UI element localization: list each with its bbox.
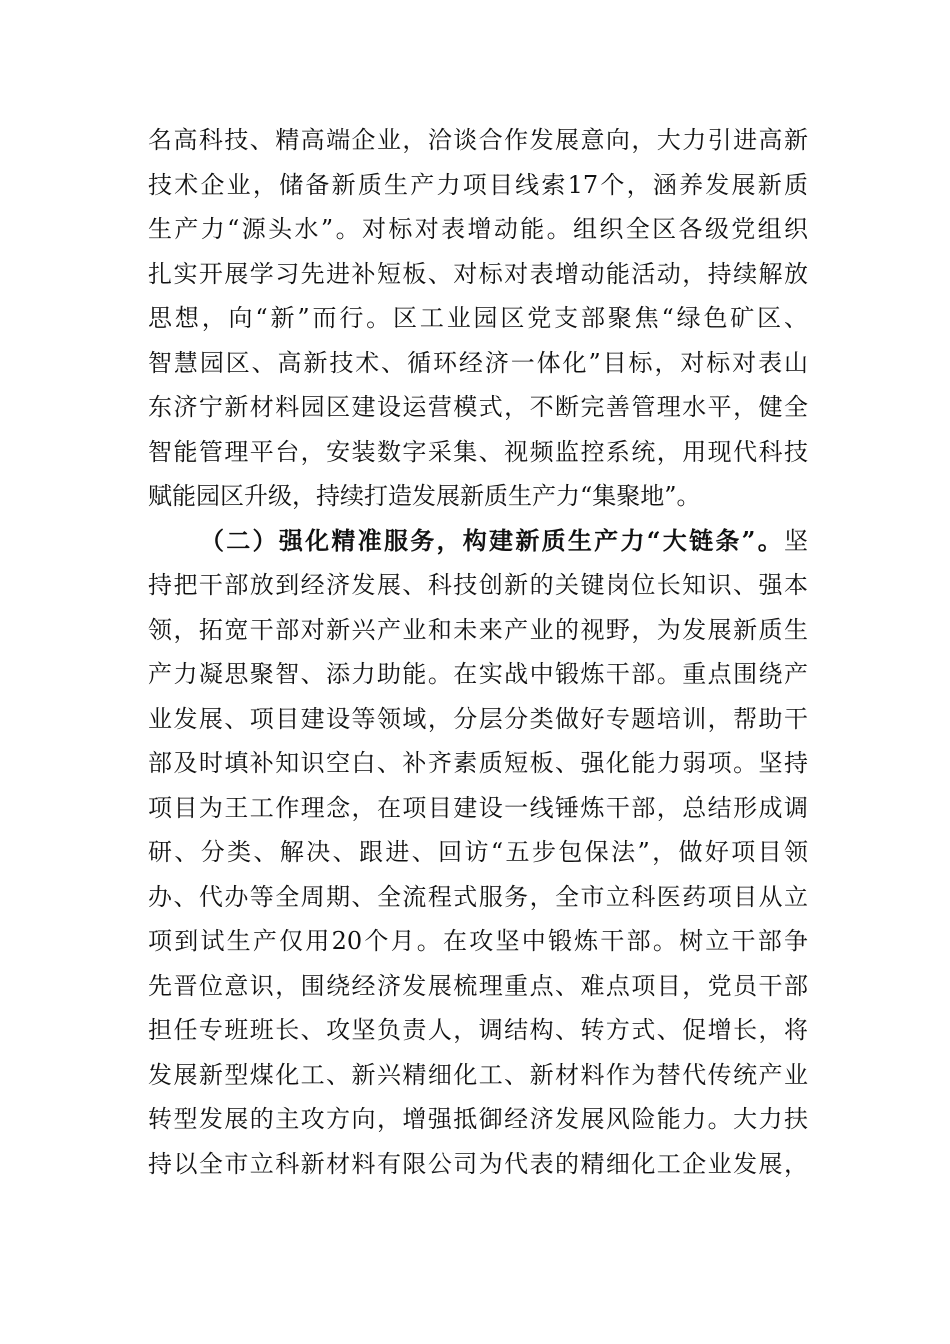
text-line: 产力凝思聚智、添力助能。在实战中锻炼干部。重点围绕产 [148,660,808,688]
text-line: 项目为王工作理念，在项目建设一线锤炼干部，总结形成调 [148,793,808,822]
text-line: 持以全市立科新材料有限公司为代表的精细化工企业发展， [148,1149,808,1178]
text-line: 先晋位意识，围绕经济发展梳理重点、难点项目，党员干部 [148,971,808,1000]
text-line: 持把干部放到经济发展、科技创新的关键岗位长知识、强本 [148,571,808,599]
text-line: 领，拓宽干部对新兴产业和未来产业的视野，为发展新质生 [148,615,808,644]
text-line: 技术企业，储备新质生产力项目线索17个，涵养发展新质 [148,170,808,199]
paragraph-1 [148,118,808,519]
text-line: 智能管理平台，安装数字采集、视频监控系统，用现代科技 [148,437,808,466]
text-line: 名高科技、精高端企业，洽谈合作发展意向，大力引进高新 [148,126,808,154]
text-line: 业发展、项目建设等领域，分层分类做好专题培训，帮助干 [148,704,808,733]
text-line: 思想，向“新”而行。区工业园区党支部聚焦“绿色矿区、 [148,304,808,332]
paragraph-2 [148,519,808,1187]
text-line: 担任专班班长、攻坚负责人，调结构、转方式、促增长，将 [148,1016,808,1044]
text-line: 部及时填补知识空白、补齐素质短板、强化能力弱项。坚持 [148,749,808,777]
text-line: 智慧园区、高新技术、循环经济一体化”目标，对标对表山 [148,348,808,377]
text-line: 发展新型煤化工、新兴精细化工、新材料作为替代传统产业 [148,1060,808,1089]
heading-line-tail: 坚 [784,526,808,555]
section-heading-line [148,519,808,564]
section-heading: （二）强化精准服务，构建新质生产力“大链条”。 [200,525,784,555]
text-line: 东济宁新材料园区建设运营模式，不断完善管理水平，健全 [148,393,808,421]
text-line: 办、代办等全周期、全流程式服务，全市立科医药项目从立 [148,882,808,911]
text-line: 扎实开展学习先进补短板、对标对表增动能活动，持续解放 [148,259,808,288]
body-text [148,118,808,1186]
text-line: 转型发展的主攻方向，增强抵御经济发展风险能力。大力扶 [148,1105,808,1133]
text-line: 赋能园区升级，持续打造发展新质生产力“集聚地”。 [148,482,701,510]
text-line: 生产力“源头水”。对标对表增动能。组织全区各级党组织 [148,215,808,243]
text-line: 项到试生产仅用20个月。在攻坚中锻炼干部。树立干部争 [148,927,808,955]
text-line: 研、分类、解决、跟进、回访“五步包保法”，做好项目领 [148,838,808,866]
